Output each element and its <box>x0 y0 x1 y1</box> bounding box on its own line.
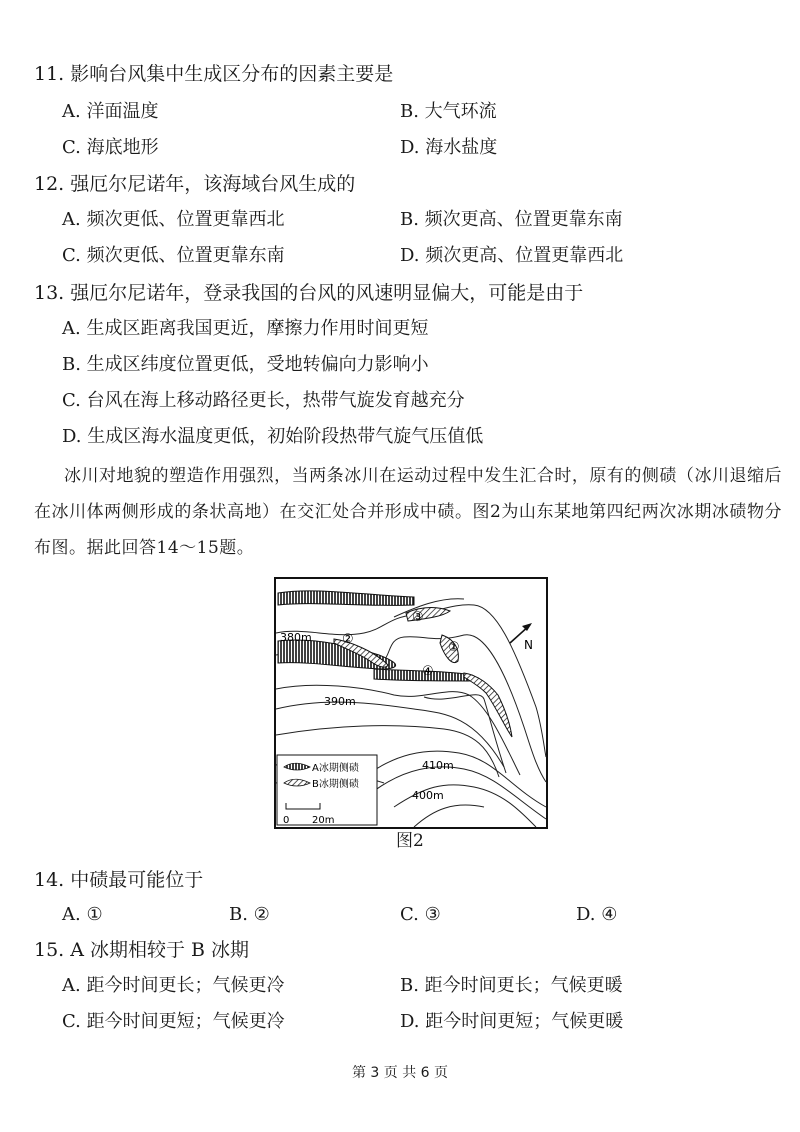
q13-option-a: A. 生成区距离我国更近，摩擦力作用时间更短 <box>62 318 429 339</box>
question-14-stem: 14. 中碛最可能位于 <box>34 869 204 891</box>
page-number: 第 3 页 共 6 页 <box>351 1065 449 1081</box>
marker-4: ④ <box>422 664 434 679</box>
contour-label-410: 410m <box>422 759 454 772</box>
q12-option-d: D. 频次更高、位置更靠西北 <box>400 245 624 266</box>
legend-b-label: B冰期侧碛 <box>312 779 359 790</box>
glacial-deposit-map <box>274 577 548 829</box>
q15-option-c: C. 距今时间更短；气候更冷 <box>62 1011 285 1032</box>
q15-option-b: B. 距今时间更长；气候更暖 <box>400 975 623 996</box>
reading-passage <box>34 458 782 566</box>
q11-option-c: C. 海底地形 <box>62 137 159 158</box>
q15-option-d: D. 距今时间更短；气候更暖 <box>400 1011 624 1032</box>
legend-a-label: A冰期侧碛 <box>312 763 359 774</box>
question-11-stem: 11. 影响台风集中生成区分布的因素主要是 <box>34 63 394 85</box>
contour-label-380: 380m <box>280 631 312 644</box>
q14-option-b: B. ② <box>229 904 270 925</box>
scale-distance: 20m <box>312 815 335 826</box>
marker-1: ① <box>448 640 460 655</box>
map-legend <box>277 755 377 826</box>
question-12-stem: 12. 强厄尔尼诺年，该海域台风生成的 <box>34 173 356 195</box>
q14-option-a: A. ① <box>62 904 103 925</box>
q11-option-d: D. 海水盐度 <box>400 137 498 158</box>
question-15-stem: 15. A 冰期相较于 B 冰期 <box>34 939 250 961</box>
q14-option-d: D. ④ <box>576 904 618 925</box>
q13-option-c: C. 台风在海上移动路径更长，热带气旋发育越充分 <box>62 390 465 411</box>
figure-caption: 图2 <box>396 831 424 851</box>
q12-option-a: A. 频次更低、位置更靠西北 <box>62 209 285 230</box>
q12-option-b: B. 频次更高、位置更靠东南 <box>400 209 623 230</box>
scale-zero: 0 <box>283 815 290 826</box>
north-label: N <box>524 638 533 652</box>
q13-option-b: B. 生成区纬度位置更低，受地转偏向力影响小 <box>62 354 429 375</box>
contour-label-390: 390m <box>324 695 356 708</box>
q13-option-d: D. 生成区海水温度更低，初始阶段热带气旋气压值低 <box>62 426 484 447</box>
contour-label-400: 400m <box>412 789 444 802</box>
q15-option-a: A. 距今时间更长；气候更冷 <box>62 975 285 996</box>
question-13-stem: 13. 强厄尔尼诺年，登录我国的台风的风速明显偏大，可能是由于 <box>34 282 584 304</box>
marker-3: ③ <box>412 610 424 625</box>
q11-option-b: B. 大气环流 <box>400 101 497 122</box>
marker-2: ② <box>342 632 354 647</box>
passage-text: 冰川对地貌的塑造作用强烈，当两条冰川在运动过程中发生汇合时，原有的侧碛（冰川退缩后在冰川体两侧形成的条状高地）在交汇处合并形成中碛。图2为山东某地第四纪两次冰期冰碛物分布图。据此回答14～15题。 <box>34 466 782 558</box>
q11-option-a: A. 洋面温度 <box>62 101 159 122</box>
q14-option-c: C. ③ <box>400 904 441 925</box>
q12-option-c: C. 频次更低、位置更靠东南 <box>62 245 285 266</box>
